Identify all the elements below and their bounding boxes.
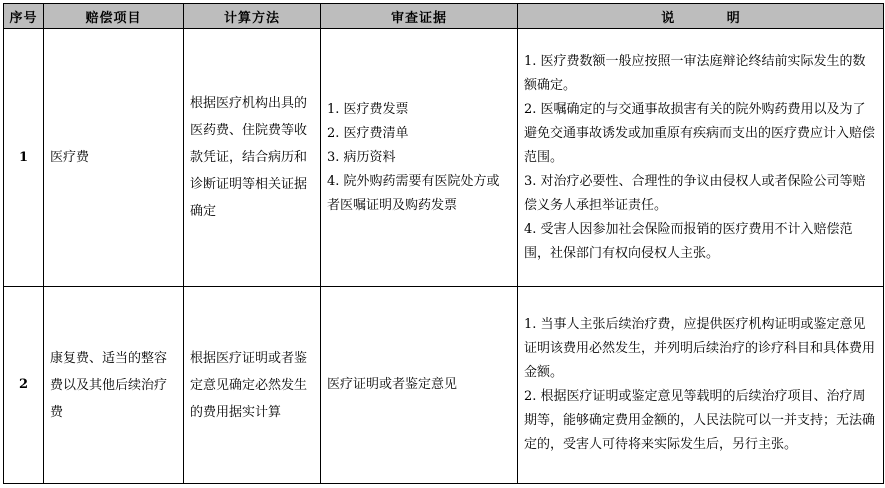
header-row	[4, 4, 884, 29]
row-item: 康复费、适当的整容费以及其他后续治疗费	[44, 287, 184, 484]
evidence-line: 3. 病历资料	[327, 149, 396, 165]
evidence-line: 1. 医疗费发票	[327, 101, 409, 117]
row-evidence	[321, 29, 518, 287]
header-method: 计算方法	[184, 4, 321, 29]
note-line: 1. 当事人主张后续治疗费，应提供医疗机构证明或鉴定意见证明该费用必然发生，并列明后续治疗的诊疗科目和具体费用金额。	[524, 317, 876, 380]
table-row	[4, 29, 884, 287]
header-note: 说 明	[518, 4, 884, 29]
row-notes	[518, 287, 884, 484]
row-notes	[518, 29, 884, 287]
row-evidence	[321, 287, 518, 484]
row-method: 根据医疗证明或者鉴定意见确定必然发生的费用据实计算	[184, 287, 321, 484]
row-method: 根据医疗机构出具的医药费、住院费等收款凭证，结合病历和诊断证明等相关证据确定	[184, 29, 321, 287]
note-line: 2. 根据医疗证明或鉴定意见等载明的后续治疗项目、治疗周期等，能够确定费用金额的，人民法院可以一并支持；无法确定的，受害人可待将来实际发生后，另行主张。	[524, 389, 876, 452]
note-line: 2. 医嘱确定的与交通事故损害有关的院外购药费用以及为了避免交通事故诱发或加重原有疾病而支出的医疗费应计入赔偿范围。	[524, 101, 876, 165]
note-line: 1. 医疗费数额一般应按照一审法庭辩论终结前实际发生的数额确定。	[524, 53, 866, 93]
row-number: 2	[4, 287, 44, 484]
evidence-line: 医疗证明或者鉴定意见	[327, 377, 458, 392]
evidence-line: 2. 医疗费清单	[327, 125, 409, 141]
row-number: 1	[4, 29, 44, 287]
note-line: 3. 对治疗必要性、合理性的争议由侵权人或者保险公司等赔偿义务人承担举证责任。	[524, 173, 866, 213]
compensation-table	[3, 3, 884, 484]
note-line: 4. 受害人因参加社会保险而报销的医疗费用不计入赔偿范围，社保部门有权向侵权人主张。	[524, 221, 853, 261]
row-item: 医疗费	[44, 29, 184, 287]
header-evidence: 审查证据	[321, 4, 518, 29]
table-row	[4, 287, 884, 484]
evidence-line: 4. 院外购药需要有医院处方或者医嘱证明及购药发票	[327, 173, 500, 213]
header-item: 赔偿项目	[44, 4, 184, 29]
header-no: 序号	[4, 4, 44, 29]
